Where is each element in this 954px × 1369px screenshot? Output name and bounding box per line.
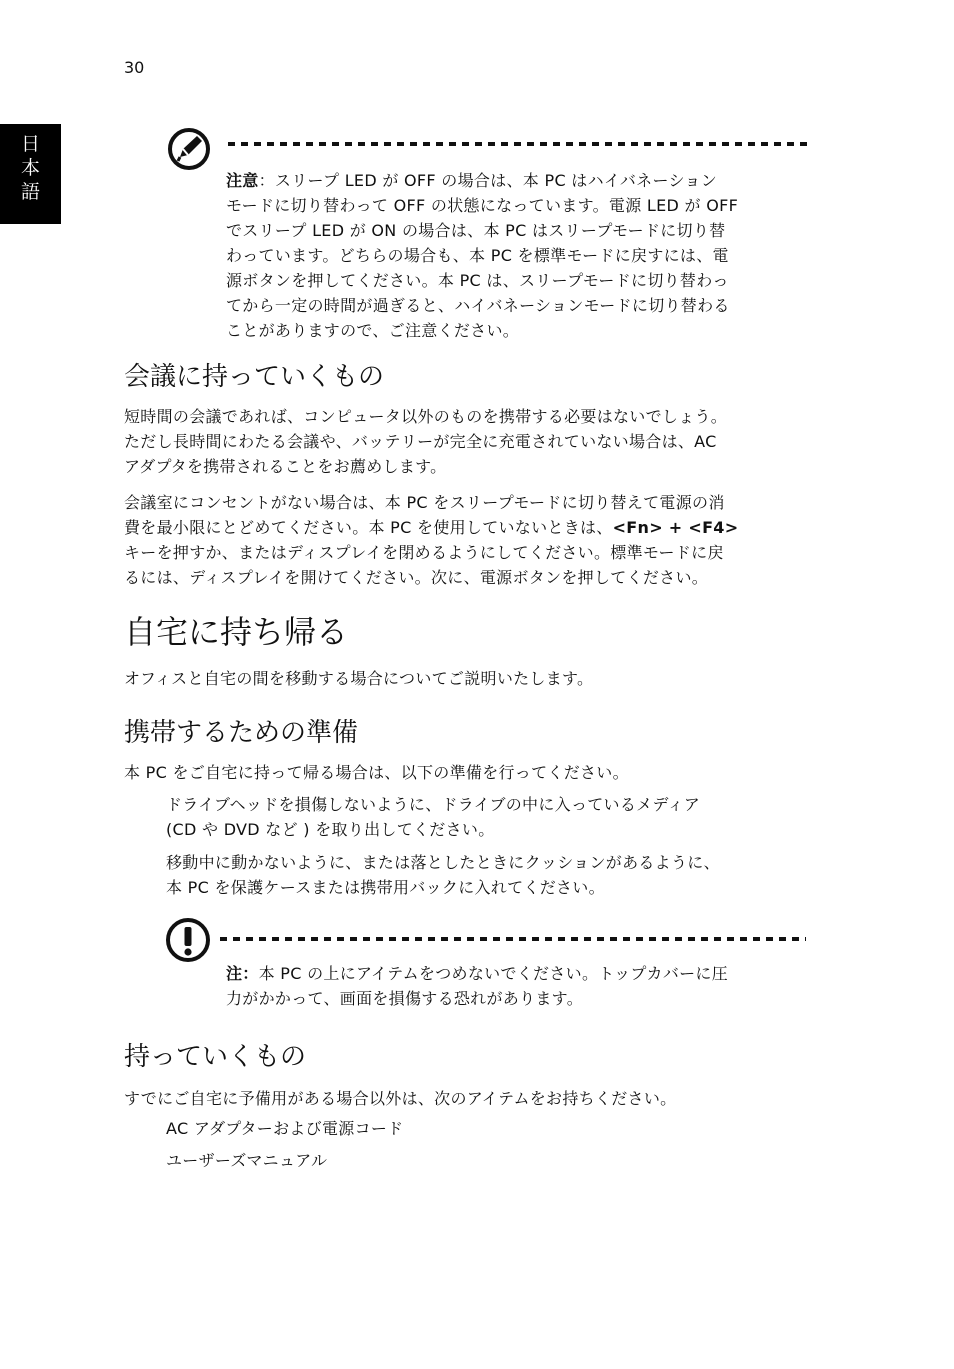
list-item-line: ドライブヘッドを損傷しないように、ドライブの中に入っているメディア xyxy=(166,795,701,814)
list-item-line: 本 PC を保護ケースまたは携帯用バックに入れてください。 xyxy=(166,878,605,897)
note-line: てから一定の時間が過ぎると、ハイバネーションモードに切り替わる xyxy=(226,296,730,315)
paragraph-line: キーを押すか、またはディスプレイを閉めるようにしてください。標準モードに戻 xyxy=(124,543,724,562)
note-divider xyxy=(220,937,806,941)
note-line: でスリープ LED が ON の場合は、本 PC はスリープモードに切り替 xyxy=(226,221,726,240)
paragraph xyxy=(124,490,824,590)
list-item-line: 移動中に動かないように、または落としたときにクッションがあるように、 xyxy=(166,853,720,872)
section-heading-prepare: 携帯するための準備 xyxy=(124,718,359,748)
paragraph xyxy=(124,404,824,479)
lang-char: 語 xyxy=(20,181,40,203)
paragraph-line: 会議室にコンセントがない場合は、本 PC をスリープモードに切り替えて電源の消 xyxy=(124,493,725,512)
paragraph: オフィスと自宅の間を移動する場合についてご説明いたします。 xyxy=(124,669,594,688)
note-label: 注意 xyxy=(226,171,259,190)
paragraph-line: 費を最小限にとどめてください。本 PC を使用していないときは、<Fn> + <F4> xyxy=(124,518,739,537)
paragraph: 本 PC をご自宅に持って帰る場合は、以下の準備を行ってください。 xyxy=(124,763,629,782)
pen-note-icon xyxy=(166,126,212,172)
paragraph-line: るには、ディスプレイを開けてください。次に、電源ボタンを押してください。 xyxy=(124,568,709,587)
lang-char: 本 xyxy=(20,157,40,179)
note-warning-icon xyxy=(164,916,212,964)
exclamation-icon xyxy=(164,916,212,964)
note-line: 力がかかって、画面を損傷する恐れがあります。 xyxy=(226,989,584,1008)
chapter-heading-home: 自宅に持ち帰る xyxy=(124,613,349,651)
lang-char: 日 xyxy=(20,133,40,155)
note-line: 注意：スリープ LED が OFF の場合は、本 PC はハイバネーション xyxy=(226,171,718,190)
list-item: AC アダプターおよび電源コード xyxy=(166,1119,404,1138)
note-line: ことがありますので、ご注意ください。 xyxy=(226,321,520,340)
list-item-line: (CD や DVD など ) を取り出してください。 xyxy=(166,820,495,839)
paragraph-line: 短時間の会議であれば、コンピュータ以外のものを携帯する必要はないでしょう。 xyxy=(124,407,728,426)
note-line: わっています。どちらの場合も、本 PC を標準モードに戻すには、電 xyxy=(226,246,729,265)
note-1 xyxy=(226,168,816,343)
section-heading-meeting: 会議に持っていくもの xyxy=(124,362,385,392)
note-line: 源ボタンを押してください。本 PC は、スリープモードに切り替わっ xyxy=(226,271,729,290)
section-heading-bring: 持っていくもの xyxy=(124,1042,307,1072)
paragraph-line: ただし長時間にわたる会議や、バッテリーが完全に充電されていない場合は、AC xyxy=(124,432,717,451)
note-line: モードに切り替わって OFF の状態になっています。電源 LED が OFF xyxy=(226,196,739,215)
note-divider xyxy=(228,142,810,146)
language-tab xyxy=(0,124,61,224)
keyboard-shortcut: <Fn> + <F4> xyxy=(612,518,739,537)
list-item: ユーザーズマニュアル xyxy=(166,1151,328,1170)
list-item xyxy=(166,792,806,842)
list-item xyxy=(166,850,806,900)
note-2 xyxy=(226,961,816,1011)
note-line: 注：本 PC の上にアイテムをつめないでください。トップカバーに圧 xyxy=(226,964,729,983)
paragraph: すでにご自宅に予備用がある場合以外は、次のアイテムをお持ちください。 xyxy=(124,1089,677,1108)
note-label: 注： xyxy=(226,964,259,983)
paragraph-line: アダプタを携帯されることをお薦めします。 xyxy=(124,457,447,476)
page-number: 30 xyxy=(124,58,145,77)
note-pen-icon xyxy=(166,126,212,172)
